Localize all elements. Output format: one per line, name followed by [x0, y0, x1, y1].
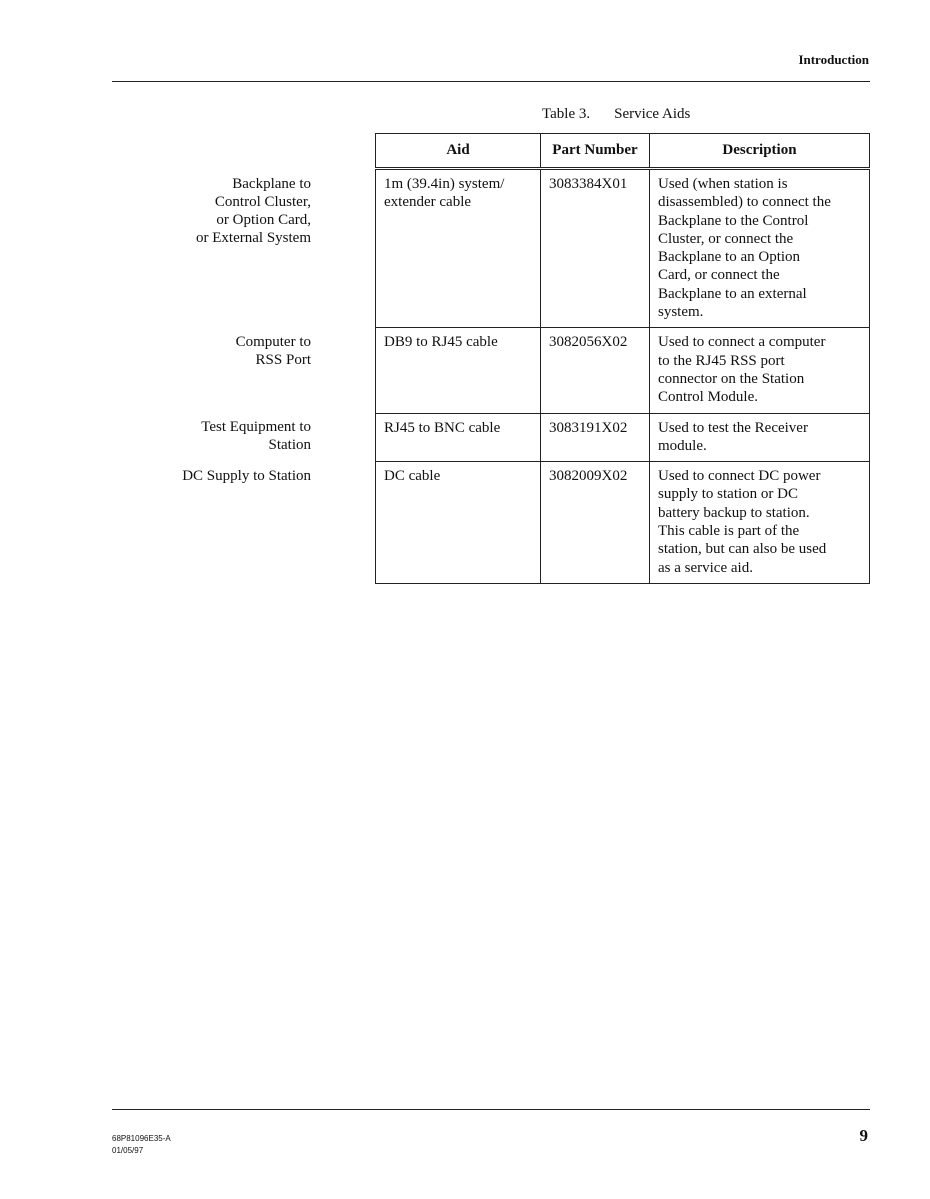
footer-document-info	[112, 1133, 171, 1157]
table-row	[376, 169, 870, 328]
column-header-description: Description	[650, 134, 870, 169]
header-rule	[112, 81, 870, 82]
cell-part-number: 3082009X02	[541, 462, 650, 584]
cell-part-number: 3082056X02	[541, 328, 650, 413]
footer-rule	[112, 1109, 870, 1110]
cell-part-number: 3083191X02	[541, 413, 650, 462]
table-row	[376, 413, 870, 462]
caption-title: Service Aids	[614, 106, 691, 122]
cell-description: Used to test the Receiver module.	[650, 413, 870, 462]
column-header-aid: Aid	[376, 134, 541, 169]
side-label-backplane: Backplane to Control Cluster, or Option Card, or External System	[196, 176, 311, 246]
cell-aid: 1m (39.4in) system/ extender cable	[376, 169, 541, 328]
service-aids-table	[375, 133, 870, 584]
side-label-test-equipment: Test Equipment to Station	[201, 419, 311, 453]
cell-description: Used (when station is disassembled) to connect the Backplane to the Control Cluster, or connect the Backplane to an Option Card, or connect the Backplane to an external system.	[650, 169, 870, 328]
side-label-computer: Computer to RSS Port	[235, 334, 311, 368]
table-caption	[542, 106, 690, 123]
cell-aid: DB9 to RJ45 cable	[376, 328, 541, 413]
table-header-row	[376, 134, 870, 169]
table-row	[376, 462, 870, 584]
document-number: 68P81096E35-A	[112, 1134, 171, 1143]
column-header-part-number: Part Number	[541, 134, 650, 169]
cell-description: Used to connect a computer to the RJ45 RSS port connector on the Station Control Module.	[650, 328, 870, 413]
side-label-dc-supply: DC Supply to Station	[182, 468, 311, 484]
page-number: 9	[859, 1126, 868, 1145]
cell-description: Used to connect DC power supply to station or DC battery backup to station. This cable is part of the station, but can also be used as a service aid.	[650, 462, 870, 584]
running-header: Introduction	[798, 52, 869, 67]
cell-part-number: 3083384X01	[541, 169, 650, 328]
cell-aid: RJ45 to BNC cable	[376, 413, 541, 462]
caption-label: Table 3.	[542, 106, 591, 122]
document-date: 01/05/97	[112, 1146, 144, 1155]
cell-aid: DC cable	[376, 462, 541, 584]
table-row	[376, 328, 870, 413]
